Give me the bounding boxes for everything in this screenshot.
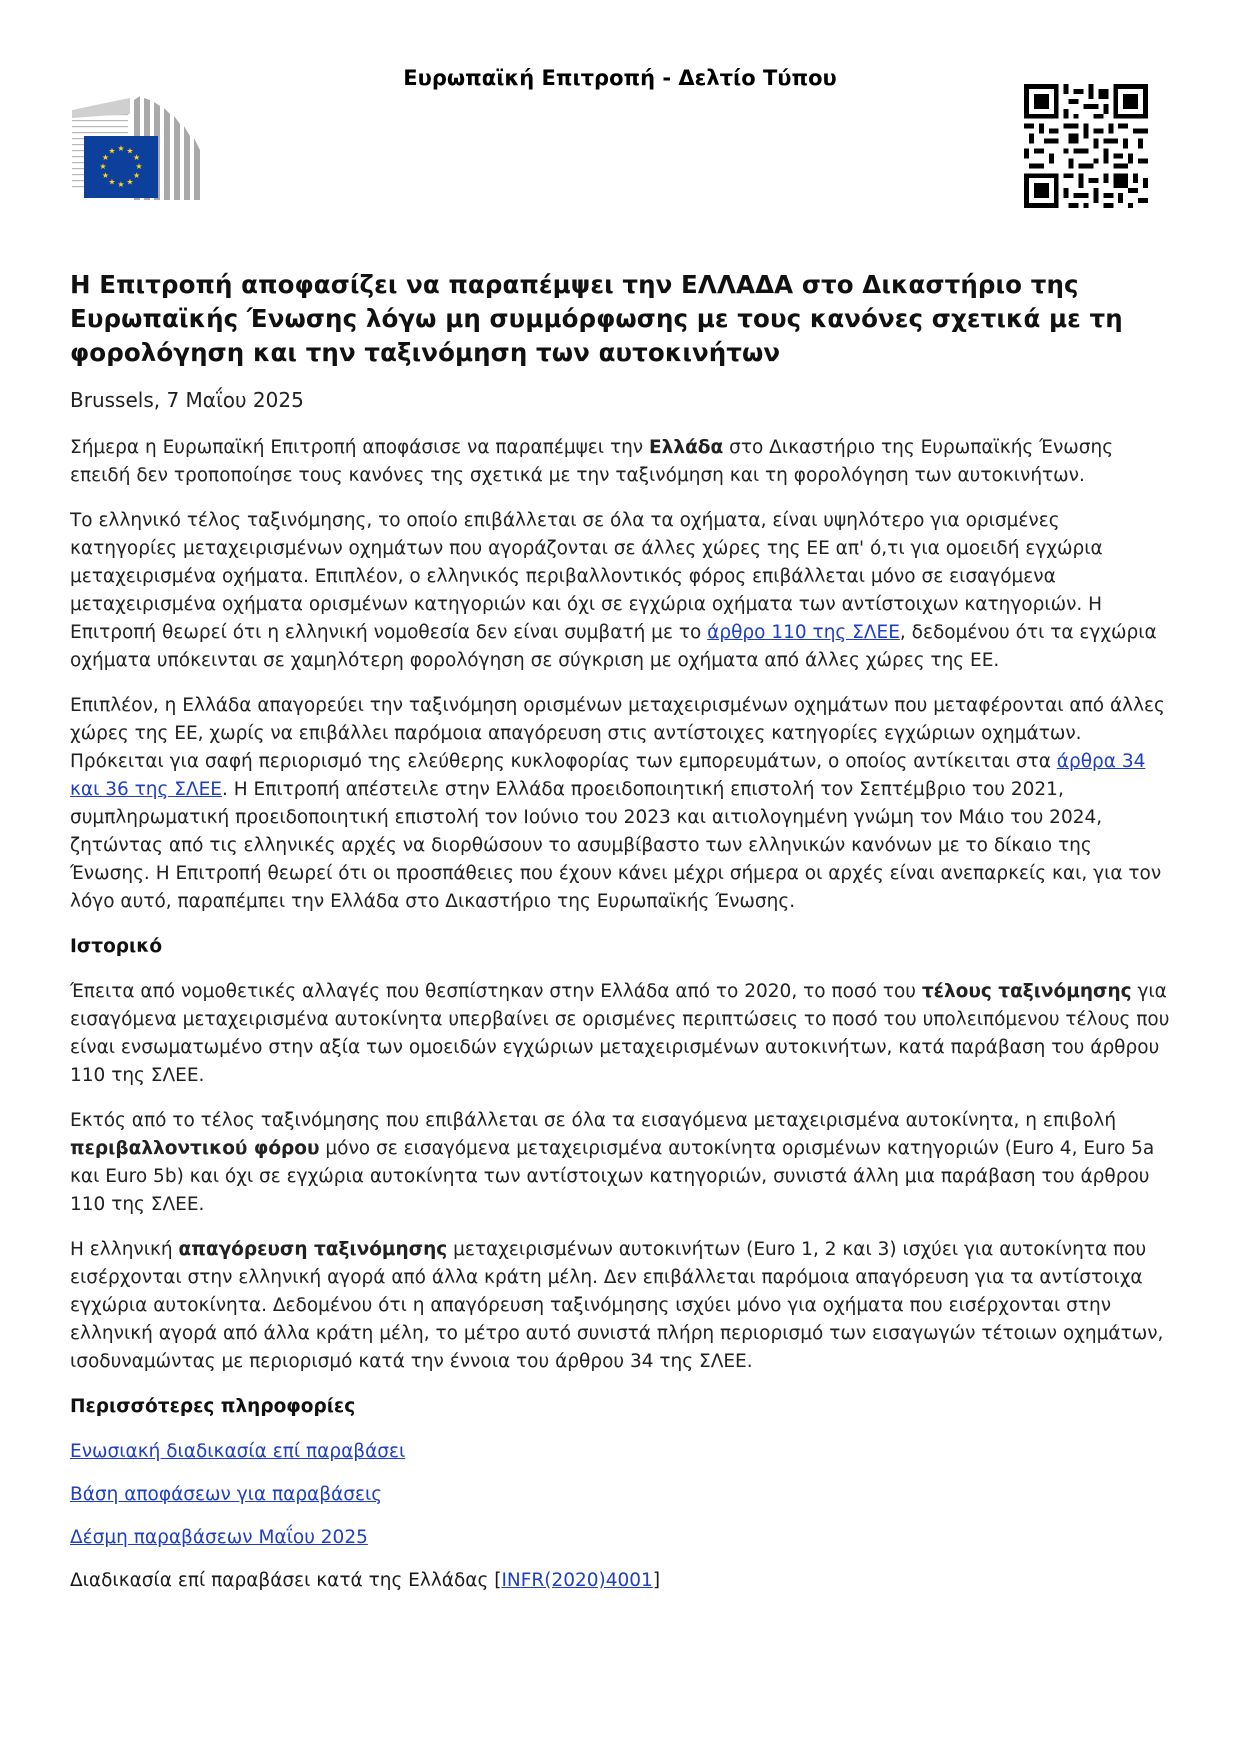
paragraph-4-text-a: Έπειτα από νομοθετικές αλλαγές που θεσπίστηκαν στην Ελλάδα από το 2020, το ποσό του: [70, 981, 922, 1002]
paragraph-2-text-b: , δεδομένου ότι τα εγχώρια οχήματα υπόκεινται σε χαμηλότερη φορολόγηση σε σύγκριση με οχήματα από άλλες χώρες της ΕΕ.: [70, 622, 1157, 671]
more-info-link-row-3: [70, 1524, 1170, 1552]
european-commission-logo: [70, 96, 208, 202]
svg-text:★: ★: [101, 171, 109, 180]
infringement-reference-close: ]: [652, 1570, 661, 1591]
link-article-36[interactable]: και 36 της ΣΛΕΕ: [70, 779, 222, 800]
press-release-body: [70, 268, 1170, 1610]
paragraph-4-bold: τέλους ταξινόμησης: [921, 981, 1132, 1002]
paragraph-5-text-a: Εκτός από το τέλος ταξινόμησης που επιβάλλεται σε όλα τα εισαγόμενα μεταχειρισμένα αυτοκίνητα, η επιβολή: [70, 1110, 1117, 1131]
more-info-link-row-1: [70, 1438, 1170, 1466]
infringement-reference-line: [70, 1567, 1170, 1595]
paragraph-6-bold: απαγόρευση ταξινόμησης: [178, 1239, 448, 1260]
svg-text:★: ★: [108, 177, 116, 187]
svg-text:★: ★: [101, 153, 109, 162]
paragraph-5: [70, 1107, 1170, 1219]
svg-text:★: ★: [133, 171, 141, 180]
section-heading-more-info: Περισσότερες πληροφορίες: [70, 1396, 356, 1417]
svg-text:★: ★: [117, 144, 125, 153]
paragraph-1-text-c: στο Δικαστήριο της Ευρωπαϊκής Ένωσης επειδή δεν τροποποίησε τους κανόνες της σχετικά με την ταξινόμηση και τη φορολόγηση των αυτοκινήτων.: [70, 437, 1114, 486]
link-infringement-procedure[interactable]: Ενωσιακή διαδικασία επί παραβάσει: [70, 1441, 406, 1462]
paragraph-5-bold: περιβαλλοντικού φόρου: [70, 1138, 320, 1159]
link-infr-2020-4001[interactable]: INFR(2020)4001: [501, 1570, 653, 1591]
svg-text:★: ★: [135, 162, 143, 171]
paragraph-1: [70, 434, 1170, 490]
paragraph-1-bold: Ελλάδα: [649, 437, 724, 458]
paragraph-6-text-c: μεταχειρισμένων αυτοκινήτων (Euro 1, 2 και 3) ισχύει για αυτοκίνητα που εισέρχονται στην ελληνική αγορά από άλλα κράτη μέλη. Δεν επιβάλλεται παρόμοια απαγόρευση για τα αντίστοιχα εγχώρια αυτοκίνητα. Δεδομένου ότι η απαγόρευση ταξινόμησης ισχύει μόνο για οχήματα που εισέρχονται στην ελληνική αγορά από άλλα κράτη μέλη, το μέτρο αυτό συνιστά πλήρη περιορισμό των εισαγωγών τέτοιων οχημάτων, ισοδυναμώντας με περιορισμό κατά την έννοια του άρθρου 34 της ΣΛΕΕ.: [70, 1239, 1164, 1372]
section-heading-background: Ιστορικό: [70, 936, 163, 957]
paragraph-3: [70, 692, 1170, 916]
link-infringement-database[interactable]: Βάση αποφάσεων για παραβάσεις: [70, 1484, 383, 1505]
svg-text:★: ★: [99, 162, 107, 171]
paragraph-6-text-a: Η ελληνική: [70, 1239, 179, 1260]
svg-text:★: ★: [126, 177, 134, 187]
paragraph-5-text-c: μόνο σε εισαγόμενα μεταχειρισμένα αυτοκίνητα ορισμένων κατηγοριών (Euro 4, Euro 5a και Euro 5b) και όχι σε εγχώρια αυτοκίνητα των αντίστοιχων κατηγοριών, συνιστά άλλη μια παράβαση του άρθρου 110 της ΣΛΕΕ.: [70, 1138, 1155, 1215]
paragraph-3-text-b: . Η Επιτροπή απέστειλε στην Ελλάδα προειδοποιητική επιστολή τον Σεπτέμβριο του 2021, συμπληρωματική προειδοποιητική επιστολή τον Ιούνιο του 2023 και αιτιολογημένη γνώμη τον Μάιο του 2024, ζητώντας από τις ελληνικές αρχές να διορθώσουν το ασυμβίβαστο των ελληνικών κανόνων με το δίκαιο της Ένωσης. Η Επιτροπή θεωρεί ότι οι προσπάθειες που έχουν κάνει μέχρι σήμερα οι αρχές είναι ανεπαρκείς και, για τον λόγο αυτό, παραπέμπει την Ελλάδα στο Δικαστήριο της Ευρωπαϊκής Ένωσης.: [70, 779, 1162, 912]
svg-text:★: ★: [108, 146, 116, 156]
page-title: Η Επιτροπή αποφασίζει να παραπέμψει την ΕΛΛΑΔΑ στο Δικαστήριο της Ευρωπαϊκής Ένωσης λόγω μη συμμόρφωσης με τους κανόνες σχετικά με τη φορολόγηση και την ταξινόμηση των αυτοκινήτων: [70, 270, 1123, 367]
header-title: Ευρωπαϊκή Επιτροπή - Δελτίο Τύπου: [403, 66, 837, 90]
dateline: Brussels, 7 Μαΐου 2025: [70, 388, 304, 412]
svg-text:★: ★: [133, 153, 141, 162]
more-info-link-row-2: [70, 1481, 1170, 1509]
qr-code-icon: [1024, 84, 1148, 208]
paragraph-1-text-a: Σήμερα η Ευρωπαϊκή Επιτροπή αποφάσισε να παραπέμψει την: [70, 437, 650, 458]
paragraph-4-text-c: για εισαγόμενα μεταχειρισμένα αυτοκίνητα υπερβαίνει σε ορισμένες περιπτώσεις το ποσό του υπολειπόμενου τέλους που είναι ενσωματωμένο στην αξία των ομοειδών εγχώριων μεταχειρισμένων αυτοκινήτων, κατά παράβαση του άρθρου 110 της ΣΛΕΕ.: [70, 981, 1170, 1086]
paragraph-2: [70, 507, 1170, 675]
paragraph-4: [70, 978, 1170, 1090]
link-article-34[interactable]: άρθρα 34: [1056, 751, 1146, 772]
svg-text:★: ★: [117, 180, 125, 189]
link-may-2025-package[interactable]: Δέσμη παραβάσεων Μαΐου 2025: [70, 1527, 368, 1548]
infringement-reference-text: Διαδικασία επί παραβάσει κατά της Ελλάδας [: [70, 1570, 502, 1591]
link-article-110[interactable]: άρθρο 110 της ΣΛΕΕ: [707, 622, 900, 643]
paragraph-6: [70, 1236, 1170, 1376]
paragraph-3-text-a: Επιπλέον, η Ελλάδα απαγορεύει την ταξινόμηση ορισμένων μεταχειρισμένων οχημάτων που μεταφέρονται από άλλες χώρες της ΕΕ, χωρίς να επιβάλλει παρόμοια απαγόρευση στις αντίστοιχες κατηγορίες εγχώριων οχημάτων. Πρόκειται για σαφή περιορισμό της ελεύθερης κυκλοφορίας των εμπορευμάτων, ο οποίος αντίκειται στα: [70, 695, 1165, 772]
paragraph-2-text-a: Το ελληνικό τέλος ταξινόμησης, το οποίο επιβάλλεται σε όλα τα οχήματα, είναι υψηλότερο για ορισμένες κατηγορίες μεταχειρισμένων οχημάτων που αγοράζονται σε άλλες χώρες της ΕΕ απ' ό,τι για ομοειδή εγχώρια μεταχειρισμένα οχήματα. Επιπλέον, ο ελληνικός περιβαλλοντικός φόρος επιβάλλεται μόνο σε εισαγόμενα μεταχειρισμένα οχήματα ορισμένων κατηγοριών και όχι σε εγχώρια οχήματα των αντίστοιχων κατηγοριών. Η Επιτροπή θεωρεί ότι η ελληνική νομοθεσία δεν είναι συμβατή με το: [70, 510, 1103, 643]
svg-text:★: ★: [126, 146, 134, 156]
